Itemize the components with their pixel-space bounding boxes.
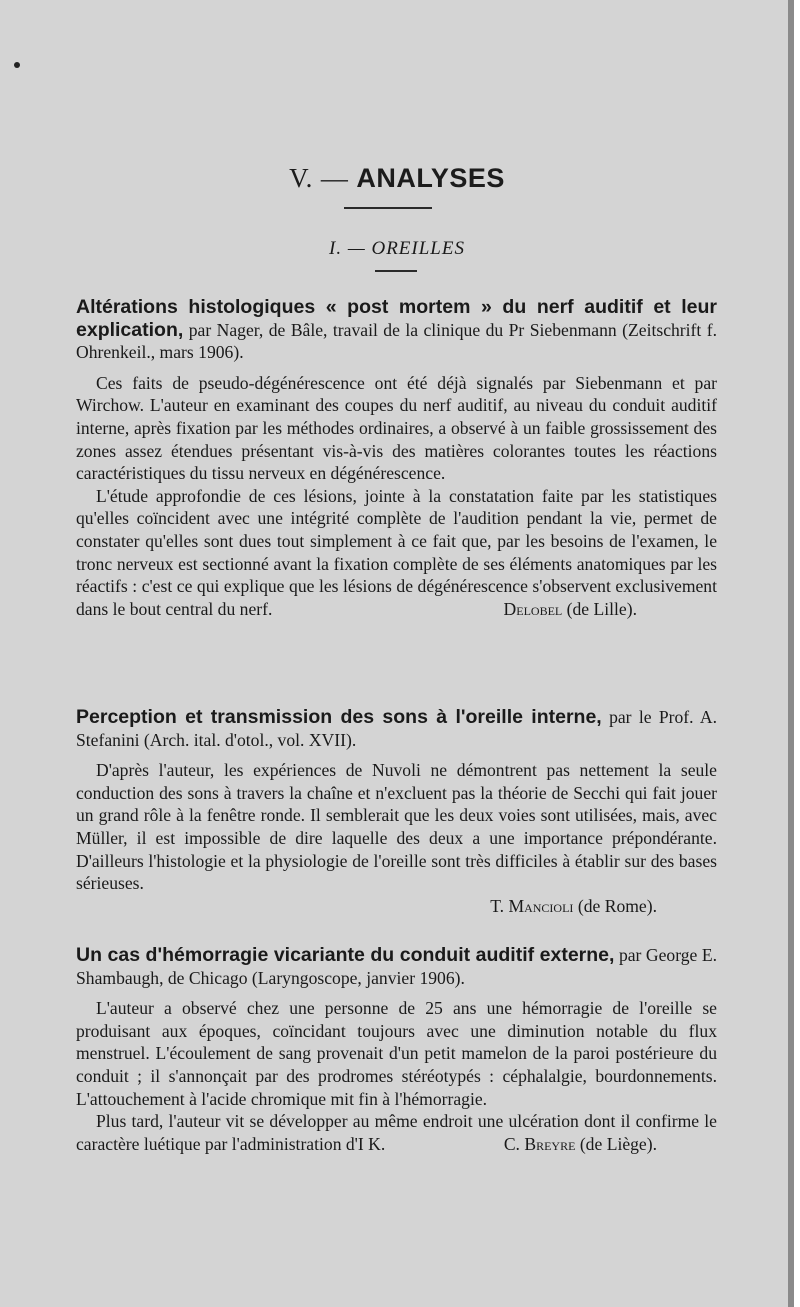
article-3-citation: par George E. Shambaugh, de Chicago (Laryngoscope, janvier 1906). [76,945,717,988]
article-1 [76,296,717,620]
article-2-signature-place: (de Rome). [577,895,657,916]
article-2-signature: T. Mancioli [490,895,574,916]
article-1-citation: par Nager, de Bâle, travail de la clinique du Pr Siebenmann (Zeitschrift f. Ohrenkeil., mars 1906). [76,319,717,363]
article-3-paragraph-2: Plus tard, l'auteur vit se développer au même endroit une ulcération dont il confirme le caractère luétique par l'administration d'I K. [76,1111,717,1154]
article-1-signature-place: (de Lille). [566,598,637,619]
article-3-header [76,944,717,989]
article-1-signature: Delobel [503,598,563,619]
subsection-heading: I. — OREILLES [329,238,465,259]
section-heading [0,163,794,194]
article-1-paragraph-1: Ces faits de pseudo-dégénérescence ont été déjà signalés par Siebenmann et par Wirchow. L'auteur en examinant des coupes du nerf auditif, au niveau du conduit auditif interne, après fixation par les méthodes ordinaires, a observé à un faible grossissement des zones assez étendues présentant vis-à-vis des matières colorantes toutes les réactions caractéristiques du tissu nerveux en dégénérescence. [76,372,717,484]
page-edge-shadow [788,0,794,1307]
section-dash: — [320,163,349,193]
article-3-title: Un cas d'hémorragie vicariante du conduit auditif externe, [76,944,615,966]
article-2-paragraph-1: D'après l'auteur, les expériences de Nuvoli ne démontrent pas nettement la seule conduction des sons à travers la chaîne et n'excluent pas la théorie de Secchi qui fait jouer un grand rôle à la fenêtre ronde. Il semblerait que les deux voies sont utilisées, mais, avec Müller, il est impossible de dire laquelle des deux a une importance prépondérante. D'ailleurs l'histologie et la physiologie de l'oreille sont très difficiles à établir sur des bases sérieuses. [76,760,717,894]
article-3-paragraph-1: L'auteur a observé chez une personne de 25 ans une hémorragie de l'oreille se produisant aux époques, coïncidant toujours avec une diminution notable du flux menstruel. L'écoulement de sang provenait d'un petit mamelon de la paroi postérieure du conduit ; il s'annonçait par des prodromes stéréotypés : céphalalgie, bourdonnements. L'attouchement à l'acide chromique mit fin à l'hémorragie. [76,998,717,1109]
article-3-signature-place: (de Liège). [579,1133,657,1154]
section-name: ANALYSES [356,163,505,193]
article-2-header [76,706,717,751]
section-number: V. [289,163,313,193]
article-2-signature-line [76,895,717,918]
article-2-citation: par le Prof. A. Stefanini (Arch. ital. d'otol., vol. XVII). [76,707,718,750]
article-2-title: Perception et transmission des sons à l'oreille interne, [76,706,602,728]
article-1-title: Altérations histologiques « post mortem » du nerf auditif et leur explication, [76,296,717,341]
article-3 [76,944,717,1155]
article-1-paragraph-2: L'étude approfondie de ces lésions, jointe à la constatation faite par les statistiques qu'elles coïncident avec une intégrité complète de l'audition pendant la vie, permet de constater qu'elles sont dues tout simplement à ce fait que, par les besoins de l'examen, le tronc nerveux est sectionné avant la fixation complète de ses éléments anatomiques par les réactifs : c'est ce qui explique que les lésions de dégénérescence s'observent exclusivement dans le bout central du nerf. [76,485,717,619]
article-1-header [76,296,717,364]
subsection-rule [375,270,417,272]
article-2 [76,706,717,917]
section-rule [344,207,432,209]
print-speck [14,62,20,68]
article-3-signature: C. Breyre [503,1133,576,1154]
